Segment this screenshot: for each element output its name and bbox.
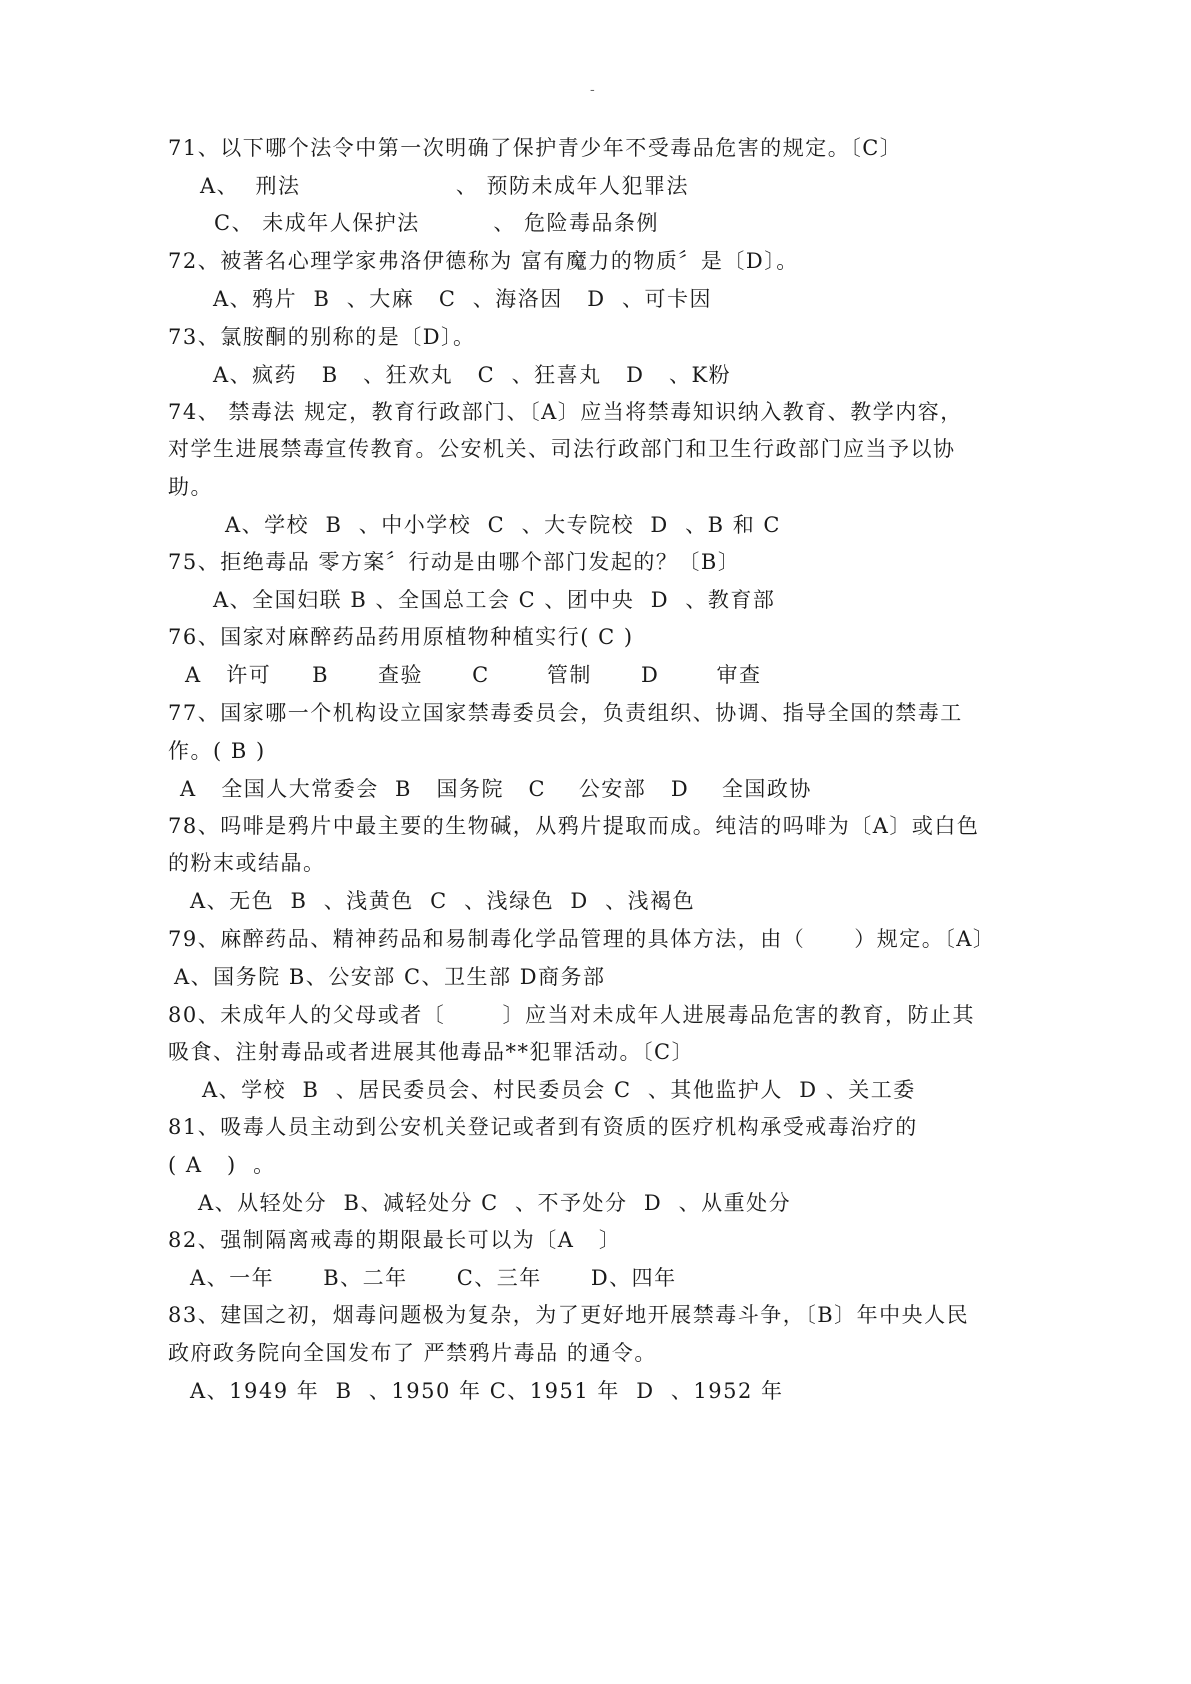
question-78-text-2: 的粉末或结晶。	[168, 851, 326, 875]
question-72-options: A、鸦片 B 、大麻 C 、海洛因 D 、可卡因	[213, 287, 712, 311]
question-81-text-1: 81、吸毒人员主动到公安机关登记或者到有资质的医疗机构承受戒毒治疗的	[168, 1115, 918, 1139]
question-75-text: 75、拒绝毒品 零方案〞行动是由哪个部门发起的？〔B〕	[168, 550, 741, 574]
header-mark: -	[590, 82, 595, 98]
question-83-text-2: 政府政务院向全国发布了 严禁鸦片毒品 的通令。	[168, 1341, 657, 1365]
question-76-text: 76、国家对麻醉药品药用原植物种植实行( C )	[168, 625, 634, 649]
question-78-options: A、无色 B 、浅黄色 C 、浅绿色 D 、浅褐色	[190, 889, 696, 913]
question-78-text-1: 78、吗啡是鸦片中最主要的生物碱，从鸦片提取而成。纯洁的吗啡为〔A〕或白色	[168, 814, 980, 838]
question-77-text-2: 作。( B )	[168, 739, 266, 763]
question-71-options-c: C、 未成年人保护法 、 危险毒品条例	[214, 211, 659, 235]
question-80-options: A、学校 B 、居民委员会、村民委员会 C 、其他监护人 D 、关工委	[202, 1078, 916, 1102]
question-74-text-1: 74、 禁毒法 规定，教育行政部门、〔A〕应当将禁毒知识纳入教育、教学内容，	[168, 400, 963, 424]
question-74-options: A、学校 B 、中小学校 C 、大专院校 D 、B 和 C	[225, 513, 781, 537]
question-74-text-3: 助。	[168, 475, 213, 499]
question-82-text: 82、强制隔离戒毒的期限最长可以为〔A 〕	[168, 1228, 622, 1252]
question-76-options: A 许可 B 查验 C 管制 D 审查	[185, 663, 762, 687]
question-79-options: A、国务院 B、公安部 C、卫生部 D商务部	[174, 965, 606, 989]
question-83-options: A、1949 年 B 、1950 年 C、1951 年 D 、1952 年	[190, 1379, 784, 1403]
question-80-text-2: 吸食、注射毒品或者进展其他毒品**犯罪活动。〔C〕	[168, 1040, 695, 1064]
question-73-text: 73、氯胺酮的别称的是〔D〕。	[168, 325, 476, 349]
question-71-options-a: A、 刑法 、 预防未成年人犯罪法	[200, 174, 690, 198]
question-79-text: 79、麻醉药品、精神药品和易制毒化学品管理的具体方法，由（ ）规定。〔A〕	[168, 927, 996, 951]
question-81-options: A、从轻处分 B、减轻处分 C 、不予处分 D 、从重处分	[198, 1191, 792, 1215]
question-74-text-2: 对学生进展禁毒宣传教育。公安机关、司法行政部门和卫生行政部门应当予以协	[168, 437, 956, 461]
question-81-text-2: ( A ) 。	[168, 1153, 276, 1177]
question-77-options: A 全国人大常委会 B 国务院 C 公安部 D 全国政协	[180, 777, 812, 801]
question-82-options: A、一年 B、二年 C、三年 D、四年	[190, 1266, 677, 1290]
question-73-options: A、疯药 B 、狂欢丸 C 、狂喜丸 D 、K粉	[213, 363, 732, 387]
question-72-text: 72、被著名心理学家弗洛伊德称为 富有魔力的物质〞是〔D〕。	[168, 249, 799, 273]
question-71-text: 71、以下哪个法令中第一次明确了保护青少年不受毒品危害的规定。〔C〕	[168, 136, 903, 160]
question-77-text-1: 77、国家哪一个机构设立国家禁毒委员会，负责组织、协调、指导全国的禁毒工	[168, 701, 963, 725]
question-75-options: A、全国妇联 B 、全国总工会 C 、团中央 D 、教育部	[213, 588, 776, 612]
question-83-text-1: 83、建国之初，烟毒问题极为复杂，为了更好地开展禁毒斗争，〔B〕年中央人民	[168, 1303, 970, 1327]
question-80-text-1: 80、未成年人的父母或者〔 〕应当对未成年人进展毒品危害的教育，防止其	[168, 1003, 975, 1027]
